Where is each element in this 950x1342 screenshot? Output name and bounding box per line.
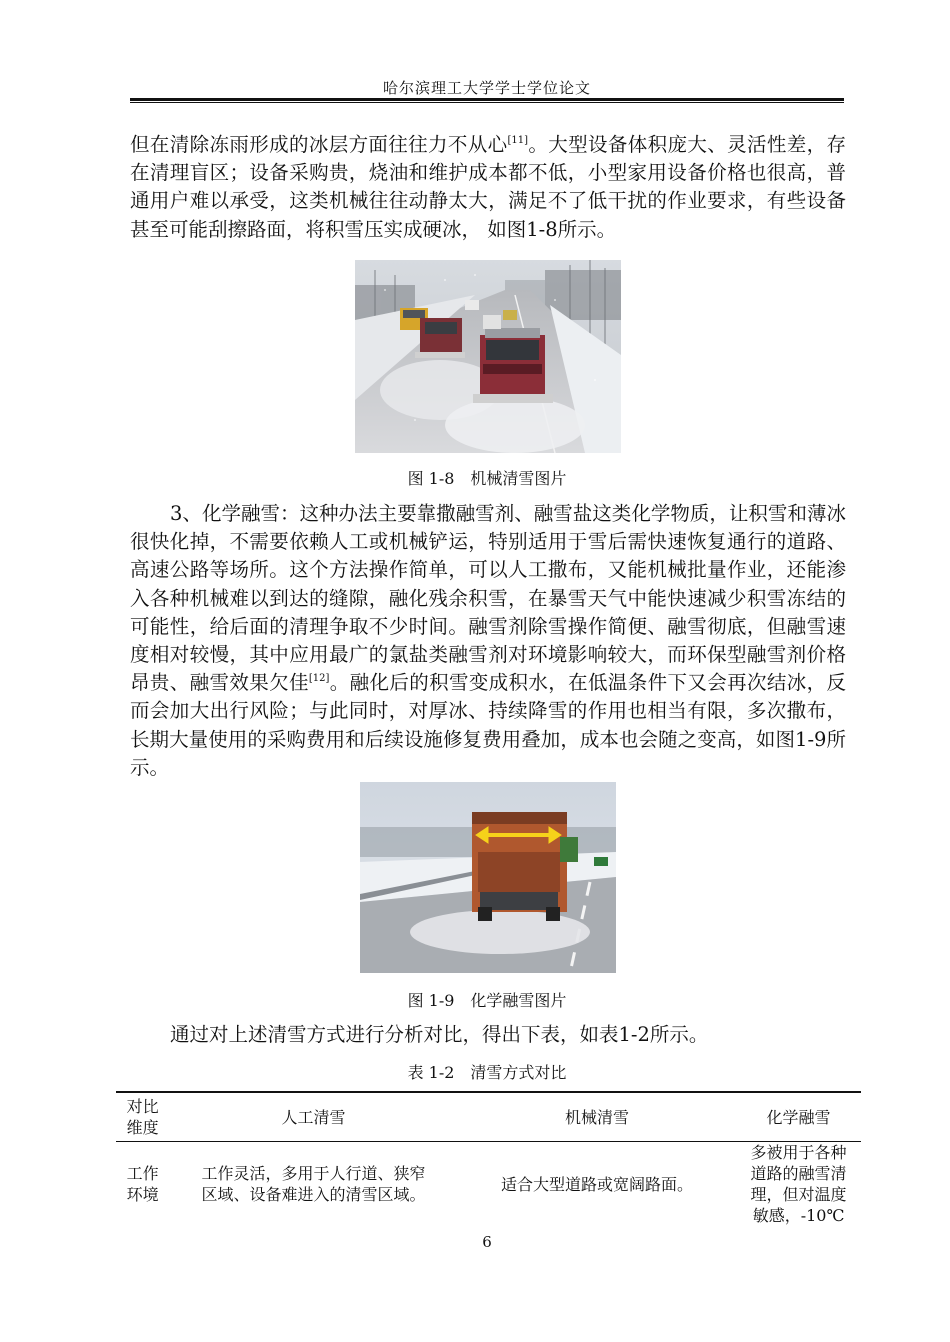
header-mechanical: 机械清雪 [564, 1107, 629, 1127]
header-rule [130, 98, 844, 103]
table-caption: 表 1-2 清雪方式对比 [407, 1063, 567, 1082]
table-row [116, 1142, 861, 1227]
body-paragraph-3: 通过对上述清雪方式进行分析对比，得出下表，如表1-2所示。 [170, 1023, 709, 1046]
header-dimension: 对比维度 [126, 1097, 159, 1137]
paragraph-text: 3、化学融雪：这种办法主要靠撒融雪剂、融雪盐这类化学物质，让积雪和薄冰很快化掉，不需要依赖人工或机械铲运，特别适用于雪后需快速恢复通行的道路、高速公路等场所。这个方法操作简单，可以人工撒布，又能机械批量作业，还能渗入各种机械难以到达的缝隙，融化残余积雪，在暴雪天气中能快速减少积雪冻结的可能性，给后面的清理争取不少时间。融雪剂除雪操作简便、融雪彻底，但融雪速度相对较慢，其中应用最广的氯盐类融雪剂对环境影响较大，而环保型融雪剂价格昂贵、融雪效果欠佳 [130, 502, 846, 695]
body-paragraph-1 [130, 131, 846, 244]
paragraph-text: 。大型设备体积庞大、灵活性差，存在清理盲区；设备采购贵，烧油和维护成本都不低，小型家用设备价格也很高，普通用户难以承受，这类机械往往动静太大，满足不了低干扰的作业要求，有些设备甚至可能刮擦路面，将积雪压实成硬冰， 如图1-8所示。 [130, 133, 846, 241]
figure-caption: 图 1-9 化学融雪图片 [407, 991, 567, 1010]
body-paragraph-2 [130, 500, 846, 782]
header-chemical: 化学融雪 [766, 1107, 831, 1127]
figure-salt-spreader-truck [360, 782, 616, 973]
cell-manual: 工作灵活，多用于人行道、狭窄区域、设备难进入的清雪区域。 [201, 1164, 426, 1204]
table-header-row [116, 1092, 861, 1142]
paragraph-text: 但在清除冻雨形成的冰层方面往往力不从心 [130, 133, 508, 156]
citation: [12] [308, 673, 330, 685]
cell-dimension: 工作环境 [126, 1164, 159, 1204]
paragraph-text: 。融化后的积雪变成积水，在低温条件下又会再次结冰，反而会加大出行风险；与此同时，对厚冰、持续降雪的作用也相当有限，多次撒布，长期大量使用的采购费用和后续设施修复费用叠加，成本也会随之变高，如图1-9所示。 [130, 671, 846, 779]
cell-chemical: 多被用于各种道路的融雪清理，但对温度敏感，-10℃ [750, 1143, 847, 1225]
citation: [11] [507, 135, 529, 146]
cell-mechanical: 适合大型道路或宽阔路面。 [500, 1174, 693, 1194]
comparison-table [116, 1091, 861, 1226]
figure-snow-plow-trucks [355, 260, 621, 453]
header-manual: 人工清雪 [281, 1107, 346, 1127]
page-number: 6 [482, 1233, 492, 1251]
figure-caption: 图 1-8 机械清雪图片 [407, 469, 567, 488]
running-header: 哈尔滨理工大学学士学位论文 [382, 79, 591, 97]
